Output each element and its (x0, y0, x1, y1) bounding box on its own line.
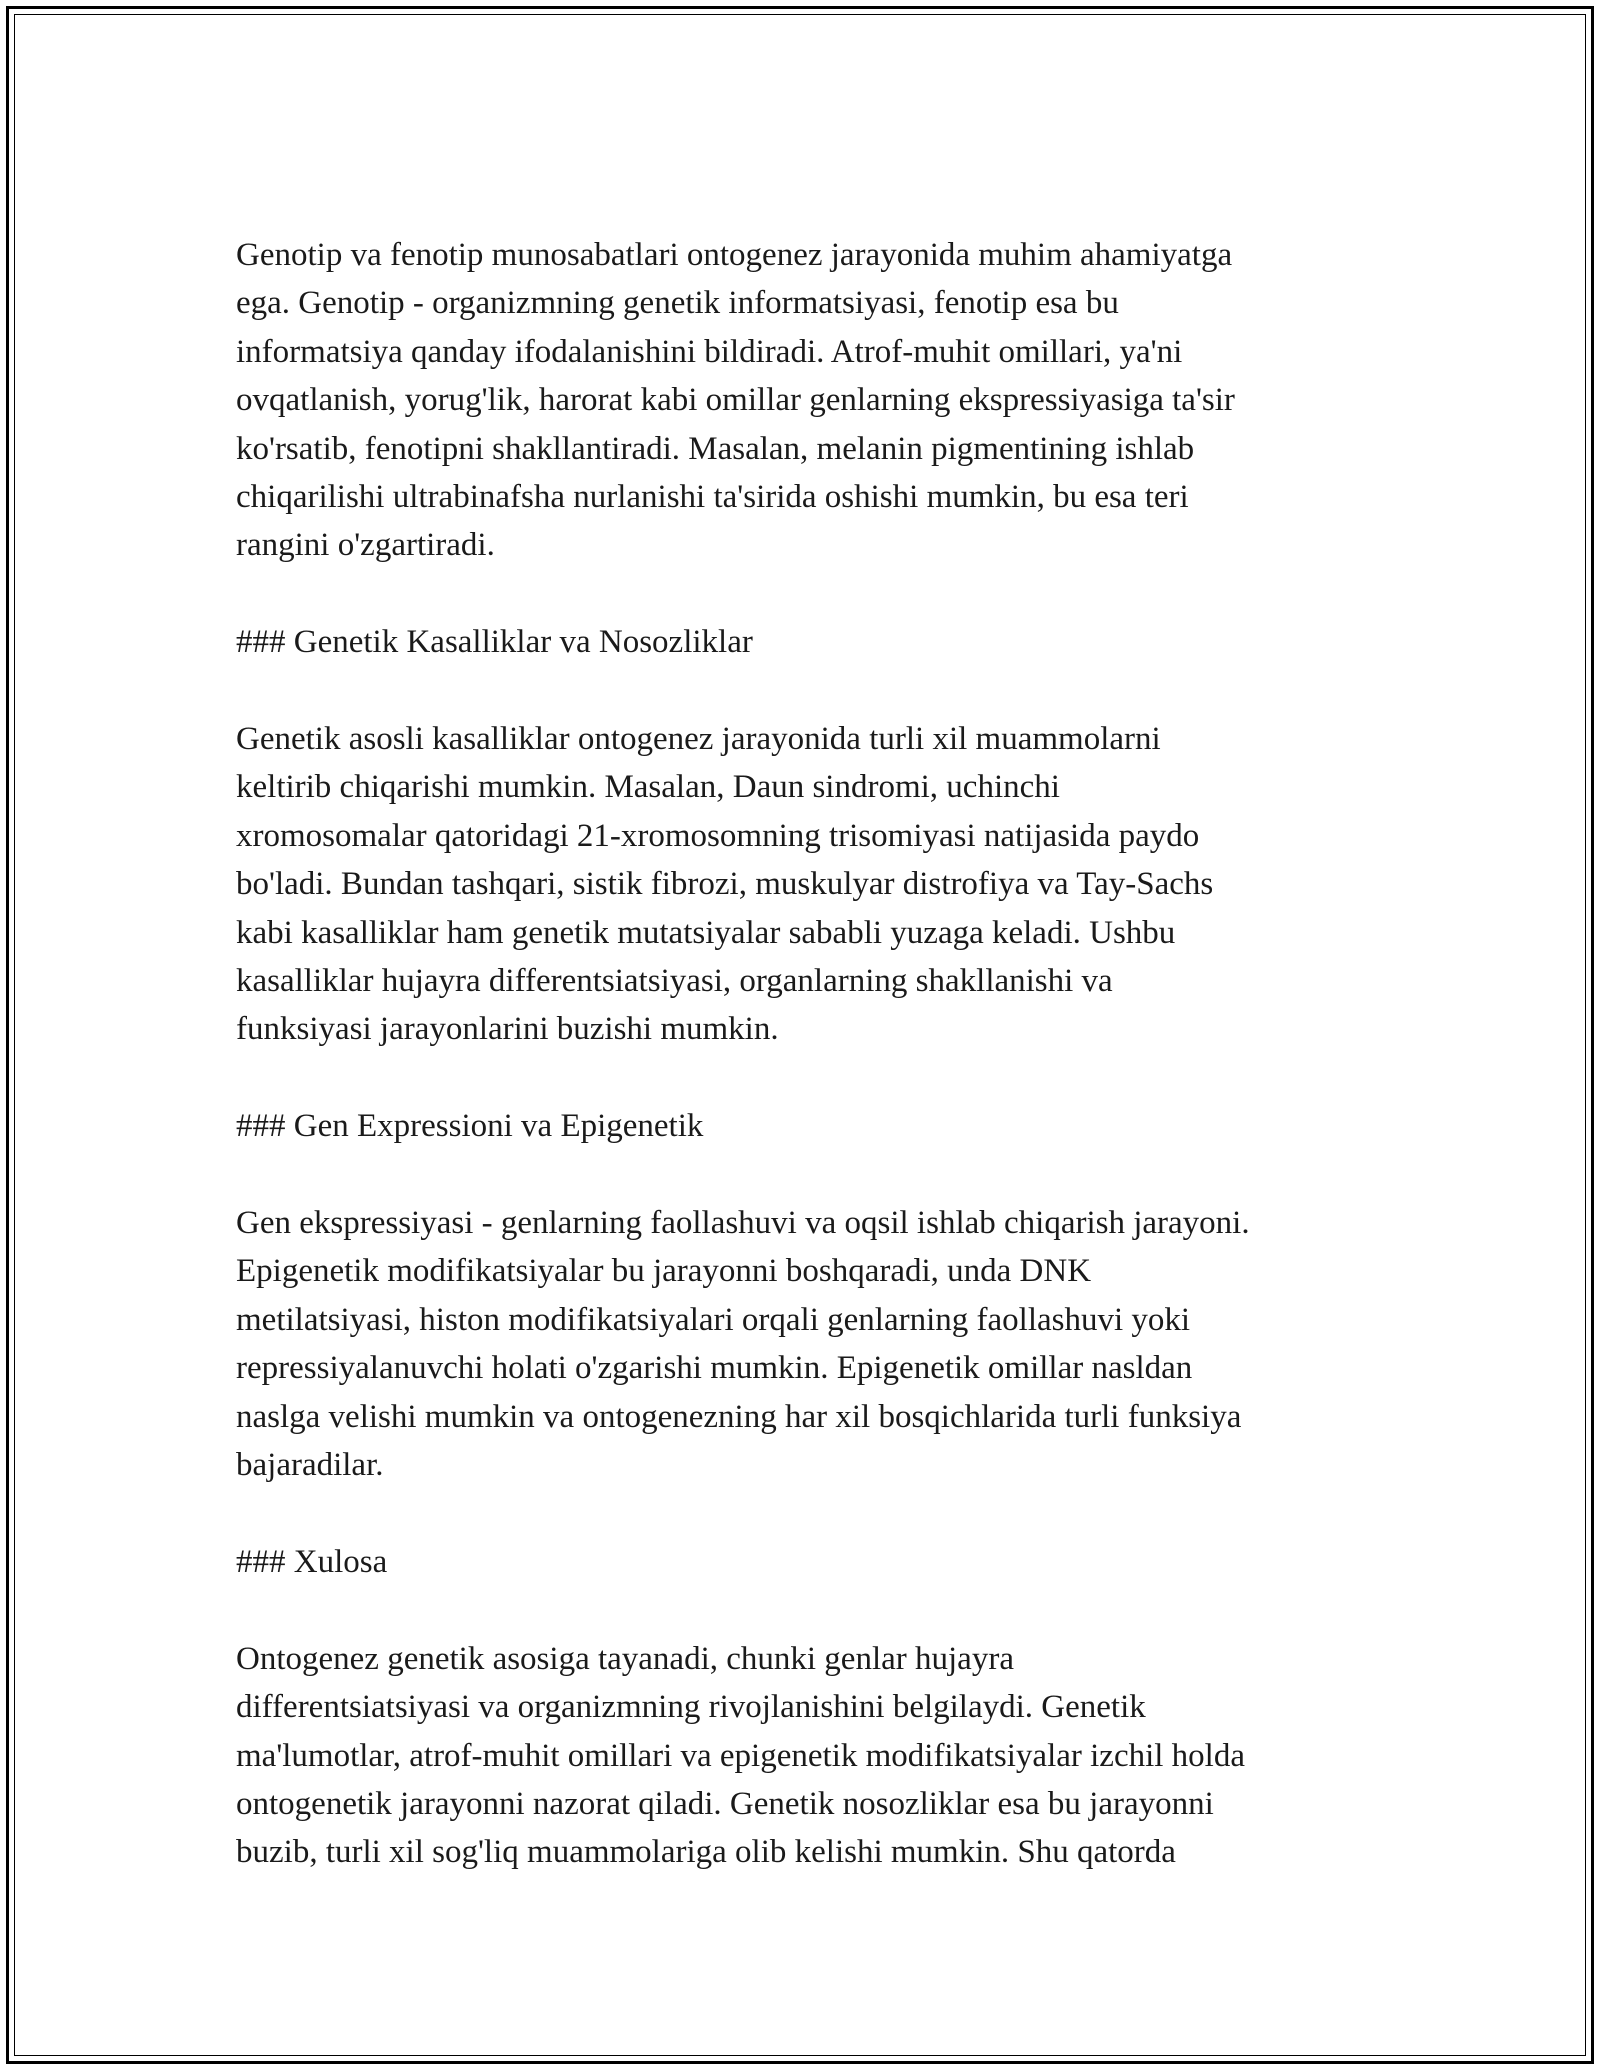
heading-conclusion: ### Xulosa (236, 1543, 388, 1580)
text-line: kabi kasalliklar ham genetik mutatsiyalar sababli yuzaga keladi. Ushbu (236, 914, 1176, 951)
text-line: funksiyasi jarayonlarini buzishi mumkin. (236, 1011, 779, 1048)
text-line: bajaradilar. (236, 1447, 384, 1484)
text-line: bo'ladi. Bundan tashqari, sistik fibrozi, muskulyar distrofiya va Tay-Sachs (236, 866, 1214, 903)
heading-gene-expression: ### Gen Expressioni va Epigenetik (236, 1108, 704, 1145)
text-line: ma'lumotlar, atrof-muhit omillari va epigenetik modifikatsiyalar izchil holda (236, 1737, 1245, 1774)
text-line: chiqarilishi ultrabinafsha nurlanishi ta'sirida oshishi mumkin, bu esa teri (236, 479, 1189, 516)
text-line: ovqatlanish, yorug'lik, harorat kabi omillar genlarning ekspressiyasiga ta'sir (236, 382, 1235, 419)
text-line: ega. Genotip - organizmning genetik informatsiyasi, fenotip esa bu (236, 285, 1119, 322)
text-line: xromosomalar qatoridagi 21-xromosomning trisomiyasi natijasida paydo (236, 817, 1200, 854)
text-line: Genetik asosli kasalliklar ontogenez jarayonida turli xil muammolarni (236, 721, 1161, 758)
text-line: informatsiya qanday ifodalanishini bildiradi. Atrof-muhit omillari, ya'ni (236, 333, 1183, 370)
text-line: Gen ekspressiyasi - genlarning faollashuvi va oqsil ishlab chiqarish jarayoni. (236, 1205, 1250, 1242)
heading-genetic-diseases: ### Genetik Kasalliklar va Nosozliklar (236, 624, 753, 661)
text-line: ko'rsatib, fenotipni shakllantiradi. Masalan, melanin pigmentining ishlab (236, 430, 1195, 467)
paragraph-conclusion (236, 1635, 1366, 1877)
text-line: kasalliklar hujayra differentsiatsiyasi, organlarning shakllanishi va (236, 963, 1113, 1000)
text-line: rangini o'zgartiradi. (236, 527, 495, 564)
text-line: Epigenetik modifikatsiyalar bu jarayonni boshqaradi, unda DNK (236, 1253, 1092, 1290)
paragraph-gene-expression (236, 1199, 1366, 1489)
text-line: naslga velishi mumkin va ontogenezning har xil bosqichlarida turli funksiya (236, 1398, 1242, 1435)
text-line: Genotip va fenotip munosabatlari ontogenez jarayonida muhim ahamiyatga (236, 237, 1233, 273)
text-line: metilatsiyasi, histon modifikatsiyalari orqali genlarning faollashuvi yoki (236, 1301, 1191, 1338)
text-line: buzib, turli xil sog'liq muammolariga olib kelishi mumkin. Shu qatorda (236, 1834, 1176, 1871)
text-line: ontogenetik jarayonni nazorat qiladi. Genetik nosozliklar esa bu jarayonni (236, 1785, 1214, 1822)
text-line: repressiyalanuvchi holati o'zgarishi mumkin. Epigenetik omillar nasldan (236, 1350, 1193, 1387)
paragraph-genetic-diseases (236, 715, 1366, 1054)
text-line: differentsiatsiyasi va organizmning rivojlanishini belgilaydi. Genetik (236, 1689, 1146, 1726)
document-body (236, 231, 1366, 1925)
text-line: keltirib chiqarishi mumkin. Masalan, Daun sindromi, uchinchi (236, 769, 1060, 806)
text-line: Ontogenez genetik asosiga tayanadi, chunki genlar hujayra (236, 1640, 1014, 1677)
paragraph-genotype-phenotype (236, 231, 1366, 570)
